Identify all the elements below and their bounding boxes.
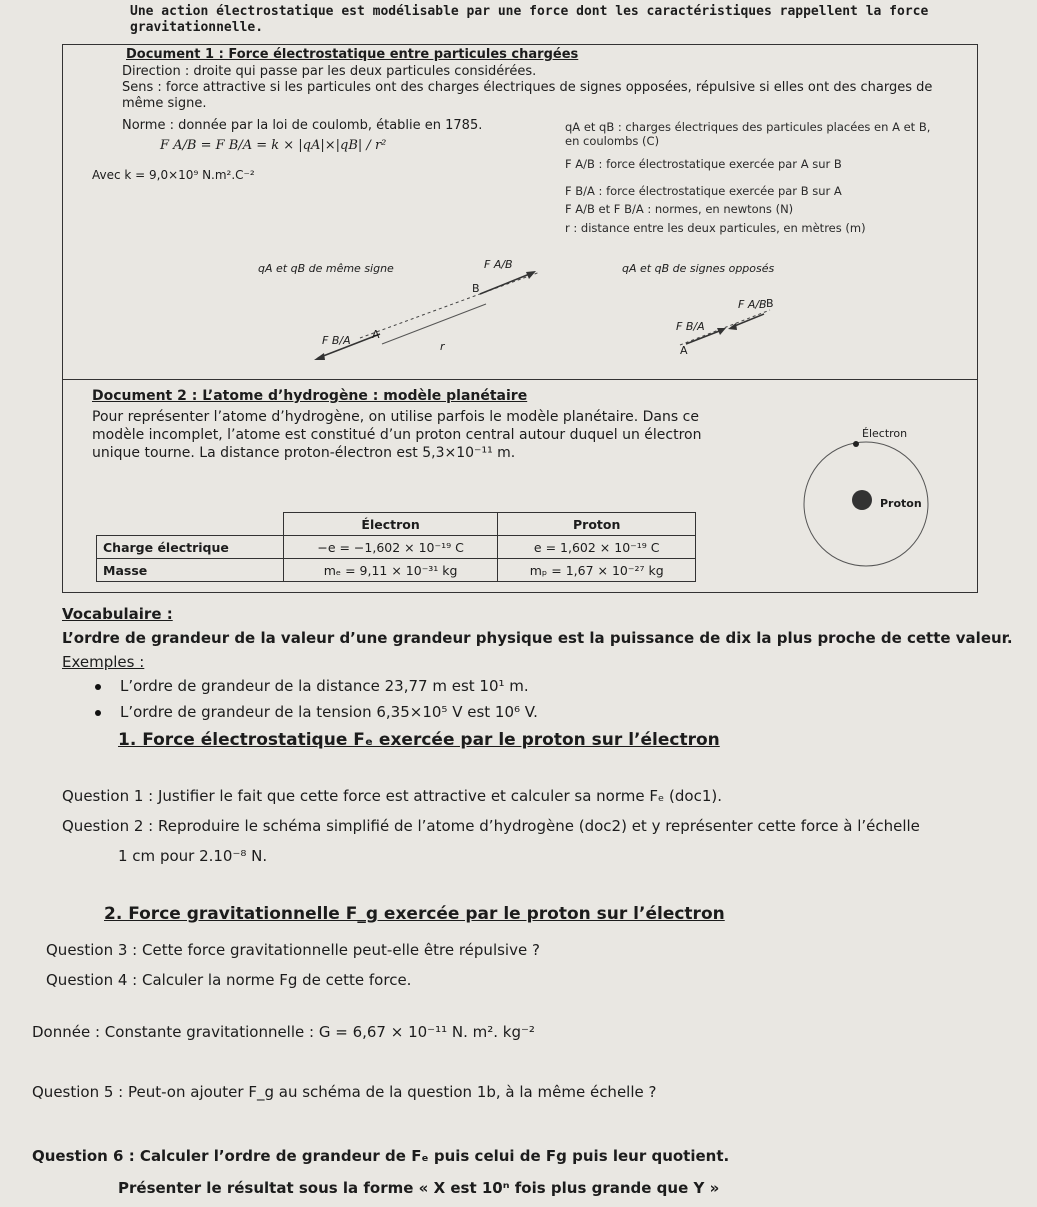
label-fba-opp: F B/A bbox=[676, 320, 705, 333]
example-1: L’ordre de grandeur de la distance 23,77 m est 10¹ m. bbox=[120, 677, 529, 695]
electron-mass: mₑ = 9,11 × 10⁻³¹ kg bbox=[283, 559, 498, 582]
question-3: Question 3 : Cette force gravitationnelle peut-elle être répulsive ? bbox=[46, 941, 540, 959]
label-r-same: r bbox=[440, 340, 445, 353]
row-label-masse: Masse bbox=[97, 559, 284, 582]
atom-diagram bbox=[800, 430, 950, 590]
donnee-g: Donnée : Constante gravitationnelle : G = 6,67 × 10⁻¹¹ N. m². kg⁻² bbox=[32, 1023, 535, 1041]
document-2-title: Document 2 : L’atome d’hydrogène : modèle planétaire bbox=[92, 388, 528, 404]
fab-arrowhead bbox=[526, 271, 536, 279]
document-1-title: Document 1 : Force électrostatique entre particules chargées bbox=[126, 47, 579, 62]
electron-dot bbox=[853, 441, 859, 447]
proton-mass: mₚ = 1,67 × 10⁻²⁷ kg bbox=[498, 559, 696, 582]
label-a-same: A bbox=[372, 328, 380, 341]
legend-fab: F A/B : force électrostatique exercée par A sur B bbox=[565, 157, 842, 171]
fab-arrow bbox=[480, 273, 532, 294]
constant-k: Avec k = 9,0×10⁹ N.m².C⁻² bbox=[92, 168, 255, 182]
question-4: Question 4 : Calculer la norme Fg de cette force. bbox=[46, 971, 412, 989]
row-label-charge: Charge électrique bbox=[97, 536, 284, 559]
label-a-opp: A bbox=[680, 344, 688, 357]
header-proton: Proton bbox=[498, 513, 696, 536]
electron-charge: −e = −1,602 × 10⁻¹⁹ C bbox=[283, 536, 498, 559]
particles-table bbox=[96, 512, 696, 582]
label-fba-same: F B/A bbox=[322, 334, 351, 347]
label-b-same: B bbox=[472, 282, 480, 295]
intro-text: Une action électrostatique est modélisable par une force dont les caractéristiques rappellent la force gravitationnelle. bbox=[130, 4, 929, 35]
proton-charge: e = 1,602 × 10⁻¹⁹ C bbox=[498, 536, 696, 559]
section-1-title: 1. Force électrostatique Fₑ exercée par le proton sur l’électron bbox=[118, 730, 720, 750]
table-row bbox=[97, 536, 696, 559]
legend-charges: qA et qB : charges électriques des particules placées en A et B, en coulombs (C) bbox=[565, 120, 931, 148]
coulomb-formula: F A/B = F B/A = k × |qA|×|qB| / r² bbox=[160, 138, 387, 153]
examples-title: Exemples : bbox=[62, 653, 145, 671]
doc1-direction: Direction : droite qui passe par les deux particules considérées. bbox=[122, 64, 537, 79]
question-6: Question 6 : Calculer l’ordre de grandeur de Fₑ puis celui de Fg puis leur quotient. bbox=[32, 1147, 730, 1165]
legend-distance: r : distance entre les deux particules, en mètres (m) bbox=[565, 221, 866, 235]
diagram-same-sign bbox=[300, 250, 560, 370]
doc1-norme: Norme : donnée par la loi de coulomb, établie en 1785. bbox=[122, 118, 483, 133]
doc1-sens: Sens : force attractive si les particules ont des charges électriques de signes opposées, répulsive si elles ont des charges de même signe. bbox=[122, 80, 933, 111]
fba-arrowhead bbox=[314, 353, 325, 360]
bullet-icon bbox=[95, 710, 101, 716]
question-6-format: Présenter le résultat sous la forme « X est 10ⁿ fois plus grande que Y » bbox=[118, 1179, 720, 1197]
vocab-title: Vocabulaire : bbox=[62, 605, 173, 623]
bullet-icon bbox=[95, 684, 101, 690]
question-2-scale: 1 cm pour 2.10⁻⁸ N. bbox=[118, 847, 268, 865]
question-2: Question 2 : Reproduire le schéma simplifié de l’atome d’hydrogène (doc2) et y représenter cette force à l’échelle bbox=[62, 817, 920, 835]
doc2-text: Pour représenter l’atome d’hydrogène, on utilise parfois le modèle planétaire. Dans ce modèle incomplet, l’atome est constitué d’un proton central autour duquel un électron unique tourne. La distance proton-électron est 5,3×10⁻¹¹ m. bbox=[92, 409, 702, 461]
diagram-opp-caption: qA et qB de signes opposés bbox=[622, 262, 775, 275]
electron-label: Électron bbox=[862, 427, 908, 440]
r-line bbox=[382, 304, 486, 344]
legend-normes: F A/B et F B/A : normes, en newtons (N) bbox=[565, 202, 794, 216]
legend-fba: F B/A : force électrostatique exercée par B sur A bbox=[565, 184, 842, 198]
label-b-opp: B bbox=[766, 297, 774, 310]
vocab-text: L’ordre de grandeur de la valeur d’une grandeur physique est la puissance de dix la plus proche de cette valeur. bbox=[62, 629, 1013, 647]
diagram-same-caption: qA et qB de même signe bbox=[258, 262, 394, 275]
proton-label: Proton bbox=[880, 497, 922, 510]
question-5: Question 5 : Peut-on ajouter F_g au schéma de la question 1b, à la même échelle ? bbox=[32, 1083, 657, 1101]
section-2-title: 2. Force gravitationnelle F_g exercée par le proton sur l’électron bbox=[104, 904, 725, 924]
header-electron: Électron bbox=[283, 513, 498, 536]
table-header-row bbox=[97, 513, 696, 536]
table-row bbox=[97, 559, 696, 582]
label-fab-same: F A/B bbox=[484, 258, 513, 271]
example-2: L’ordre de grandeur de la tension 6,35×10⁵ V est 10⁶ V. bbox=[120, 703, 538, 721]
fab-arrow-opp bbox=[732, 314, 764, 327]
question-1: Question 1 : Justifier le fait que cette force est attractive et calculer sa norme Fₑ (doc1). bbox=[62, 787, 722, 805]
label-fab-opp: F A/B bbox=[738, 298, 767, 311]
proton-dot bbox=[852, 490, 872, 510]
axis-line bbox=[360, 272, 540, 338]
